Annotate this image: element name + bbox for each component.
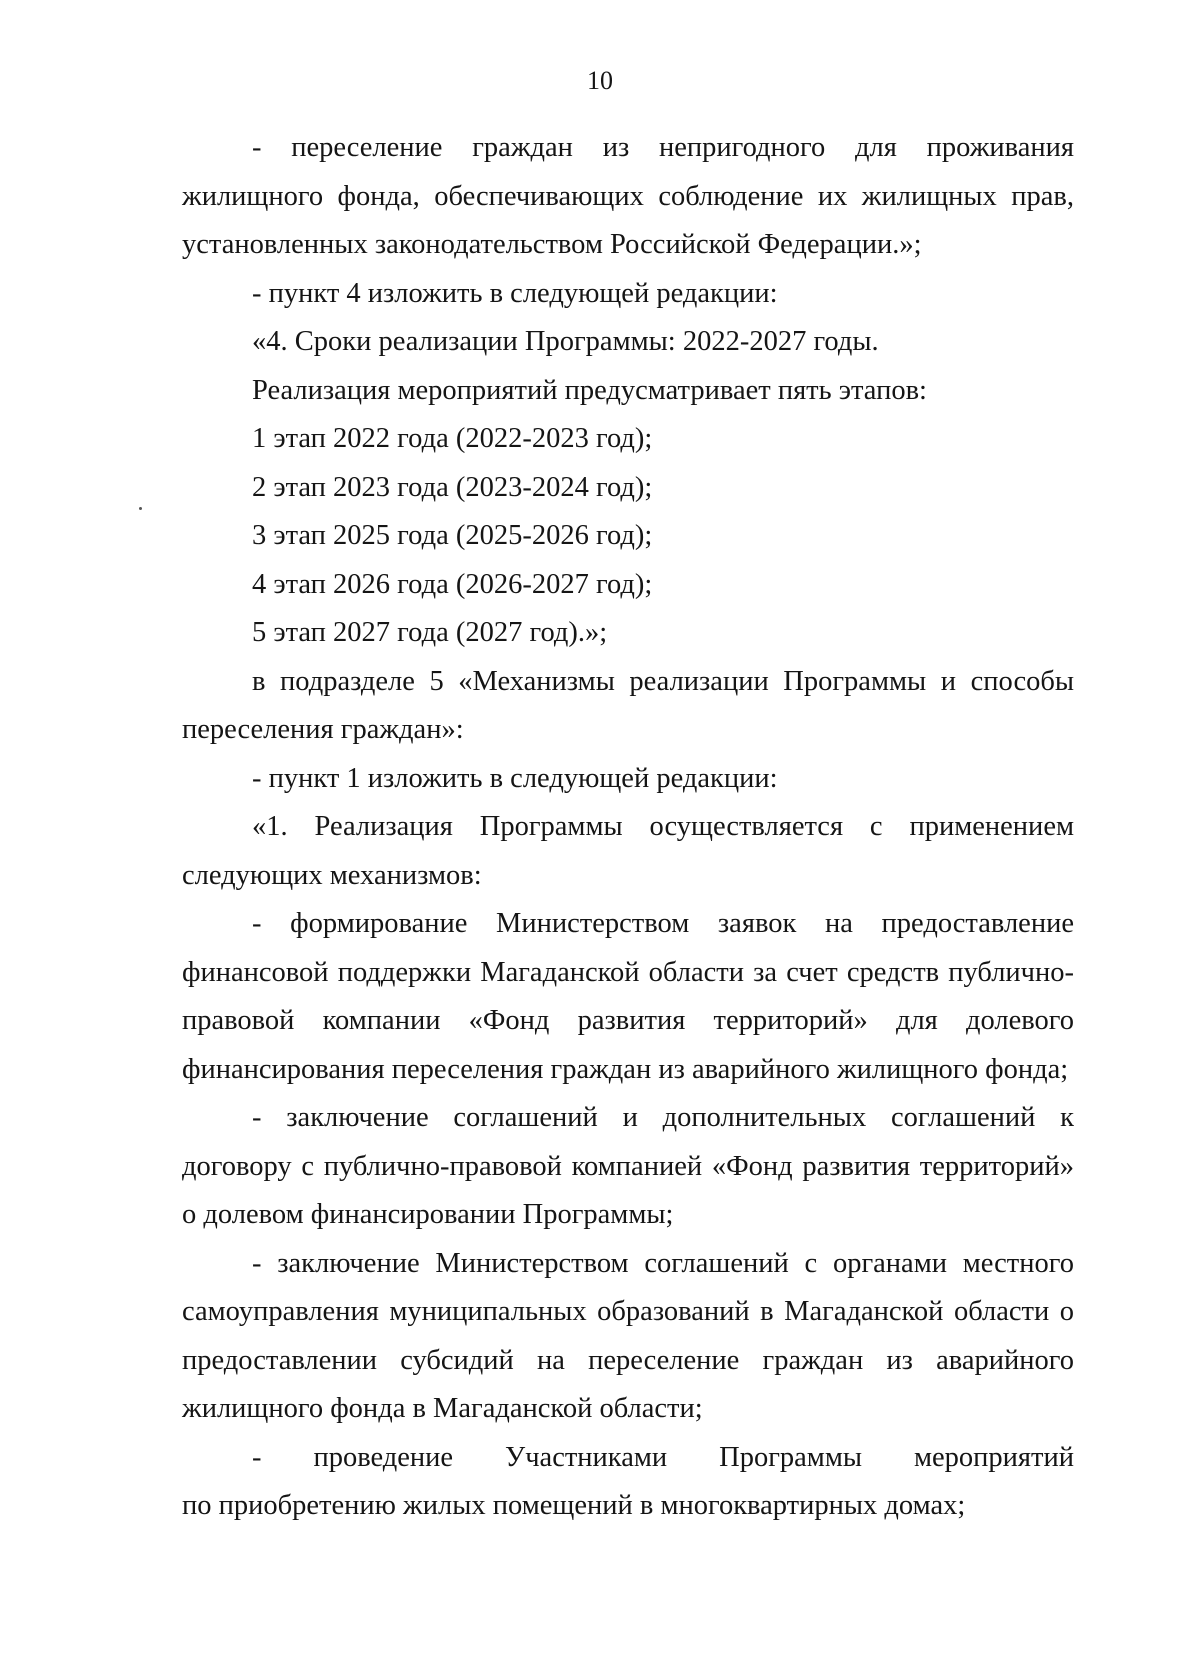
paragraph-point-1-intro: - пункт 1 изложить в следующей редакции: bbox=[252, 762, 778, 794]
word-program: Программы bbox=[719, 1441, 862, 1473]
dash-marker: - bbox=[252, 1441, 262, 1473]
word-conducting: проведение bbox=[313, 1441, 454, 1473]
paragraph-point-4-intro: - пункт 4 изложить в следующей редакции: bbox=[252, 277, 778, 309]
paragraph-mechanism-purchase bbox=[182, 1434, 1074, 1531]
paragraph-mechanism-applications: - формирование Министерством заявок на предоставление финансовой поддержки Магаданской области за счет средств публично-правовой компании «Фонд развития территорий» для долевого финансирования переселения граждан из аварийного жилищного фонда; bbox=[182, 908, 1074, 1085]
paragraph-program-terms: «4. Сроки реализации Программы: 2022-2027 годы. bbox=[252, 326, 879, 357]
document-body bbox=[182, 124, 1074, 1531]
paragraph-stages-intro: Реализация мероприятий предусматривает пять этапов: bbox=[252, 374, 927, 406]
paragraph-mechanism-purchase-rest: по приобретению жилых помещений в многоквартирных домах; bbox=[182, 1490, 966, 1521]
paragraph-mechanism-subsidies: - заключение Министерством соглашений с органами местного самоуправления муниципальных образований в Магаданской области о предоставлении субсидий на переселение граждан из аварийного жилищного фонда в Магаданской области; bbox=[182, 1247, 1074, 1424]
paragraph-stage-1: 1 этап 2022 года (2022-2023 год); bbox=[252, 423, 653, 454]
paragraph-stage-2: 2 этап 2023 года (2023-2024 год); bbox=[252, 471, 653, 503]
page-number: 10 bbox=[587, 66, 613, 95]
paragraph-stage-5: 5 этап 2027 года (2027 год).»; bbox=[252, 617, 608, 648]
word-measures: мероприятий bbox=[913, 1441, 1074, 1473]
paragraph-stage-3: 3 этап 2025 года (2025-2026 год); bbox=[252, 520, 653, 551]
paragraph-resettlement-goal: - переселение граждан из непригодного для проживания жилищного фонда, обеспечивающих соблюдение их жилищных прав, установленных законодательством Российской Федерации.»; bbox=[182, 132, 1074, 260]
paragraph-subsection-5: в подразделе 5 «Механизмы реализации Программы и способы переселения граждан»: bbox=[182, 665, 1074, 745]
paragraph-mechanism-agreements: - заключение соглашений и дополнительных соглашений к договору с публично-правовой компанией «Фонд развития территорий» о долевом финансировании Программы; bbox=[182, 1102, 1074, 1230]
paragraph-mechanism-purchase-first-line bbox=[182, 1434, 1074, 1483]
paragraph-stage-4: 4 этап 2026 года (2026-2027 год); bbox=[252, 568, 653, 600]
word-participants: Участниками bbox=[505, 1441, 668, 1473]
paragraph-mechanisms-intro: «1. Реализация Программы осуществляется с применением следующих механизмов: bbox=[182, 811, 1074, 891]
scan-speck bbox=[139, 507, 142, 510]
